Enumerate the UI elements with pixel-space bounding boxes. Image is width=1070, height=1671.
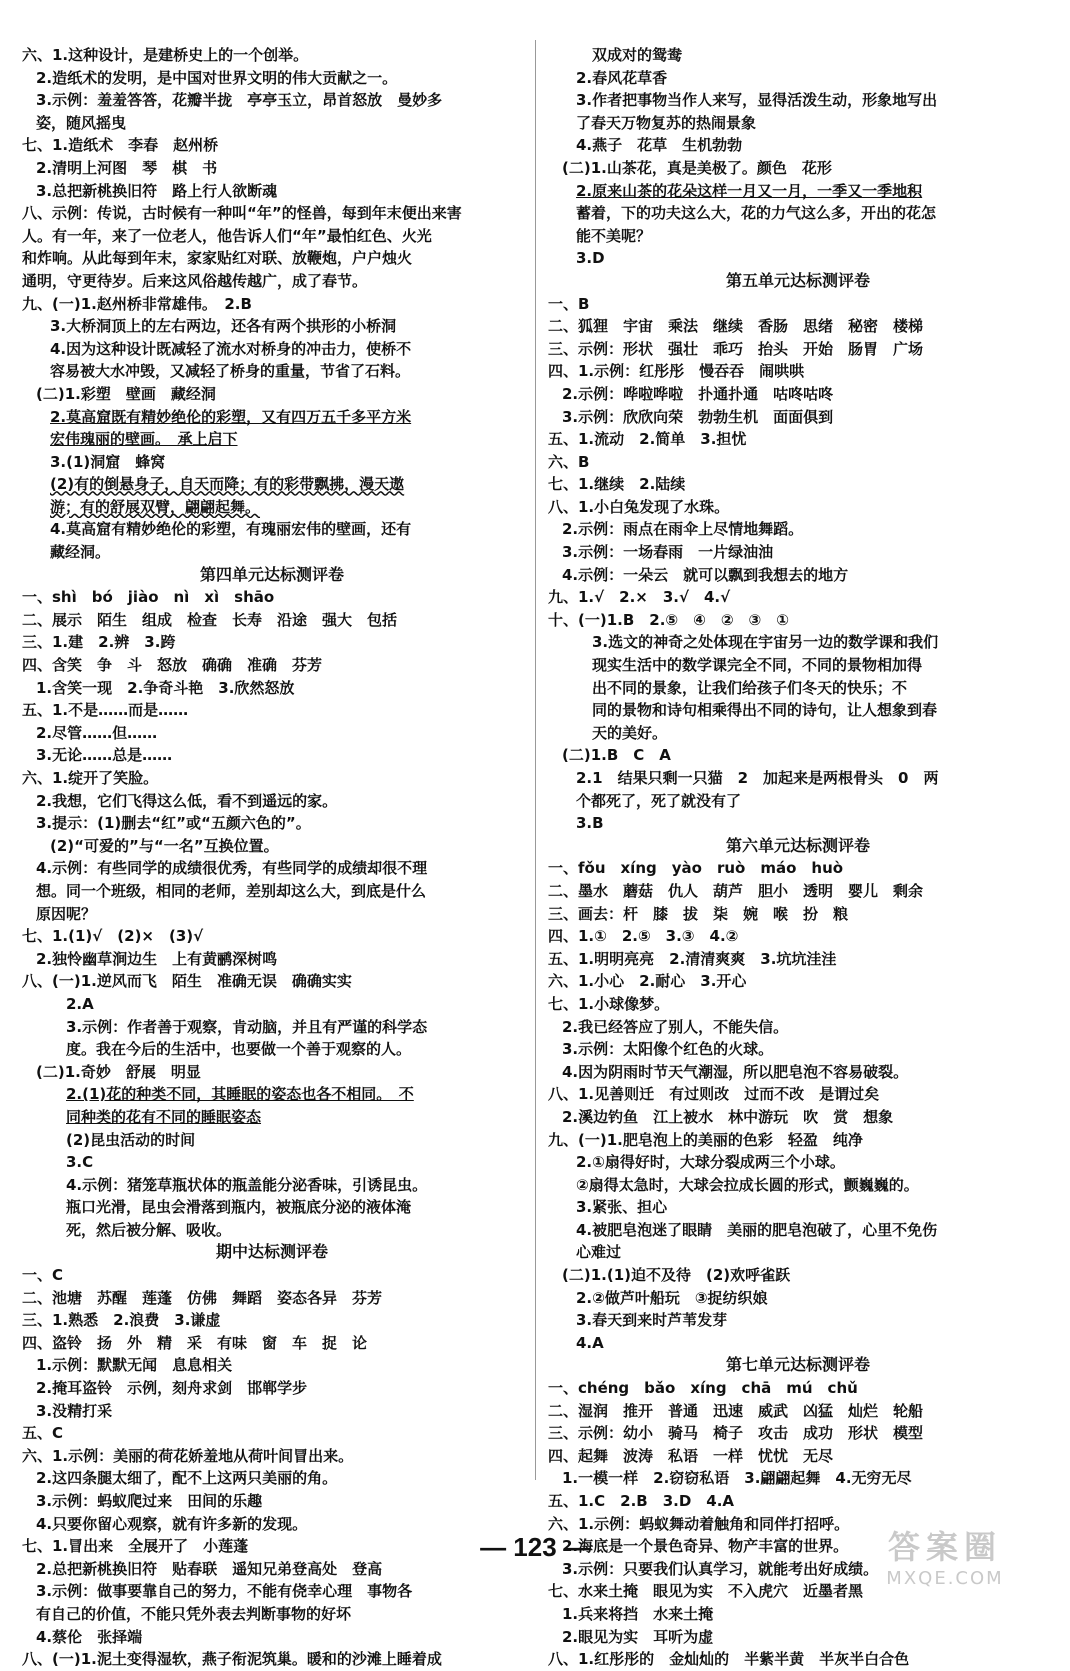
answer-line: 游；有的舒展双臂，翩翩起舞。 bbox=[50, 497, 261, 516]
answer-line: 三、1.熟悉 2.浪费 3.谦虚 bbox=[22, 1311, 221, 1330]
answer-line: 四、盗铃 扬 外 精 采 有味 窗 车 捉 论 bbox=[22, 1333, 368, 1352]
answer-line: 1.一模一样 2.窃窃私语 3.翩翩起舞 4.无穷无尽 bbox=[562, 1469, 912, 1488]
answer-line: (二)1.B C A bbox=[562, 746, 671, 765]
answer-line: 七、1.(1)√ (2)× (3)√ bbox=[22, 927, 204, 946]
answer-line: 1.含笑一现 2.争奇斗艳 3.欣然怒放 bbox=[36, 678, 295, 697]
answer-line: (二)1.(1)迫不及待 (2)欢呼雀跃 bbox=[562, 1266, 791, 1285]
answer-line: 二、池塘 苏醒 莲蓬 仿佛 舞蹈 姿态各异 芬芳 bbox=[22, 1288, 383, 1307]
answer-line: 3.总把新桃换旧符 路上行人欲断魂 bbox=[36, 181, 278, 200]
answer-line: (二)1.山茶花，真是美极了。颜色 花形 bbox=[562, 158, 832, 177]
answer-line: 六、1.示例：美丽的荷花娇羞地从荷叶间冒出来。 bbox=[22, 1446, 354, 1465]
answer-line: 3.大桥洞顶上的左右两边，还各有两个拱形的小桥洞 bbox=[50, 317, 397, 336]
answer-line: 3.示例：作者善于观察，肯动脑，并且有严谨的科学态 bbox=[66, 1017, 428, 1036]
answer-line: 3.(1)洞窟 蜂窝 bbox=[50, 452, 166, 471]
answer-line: 3.春天到来时芦苇发芽 bbox=[576, 1311, 728, 1330]
answer-line: 六、1.示例：蚂蚁舞动着触角和同伴打招呼。 bbox=[548, 1514, 850, 1533]
answer-line: 2.造纸术的发明，是中国对世界文明的伟大贡献之一。 bbox=[36, 68, 398, 87]
answer-line: 藏经洞。 bbox=[50, 543, 111, 562]
answer-line: 九、(一)1.赵州桥非常雄伟。 2.B bbox=[22, 294, 252, 313]
answer-line: 3.示例：欣欣向荣 勃勃生机 面面俱到 bbox=[562, 407, 834, 426]
answer-line: 2.示例：哗啦哗啦 扑通扑通 咕咚咕咚 bbox=[562, 384, 834, 403]
answer-line: 3.C bbox=[66, 1153, 94, 1172]
answer-line: 3.示例：太阳像个红色的火球。 bbox=[562, 1040, 774, 1059]
answer-line: 3.示例：一场春雨 一片绿油油 bbox=[562, 543, 774, 562]
answer-line: 八、1.见善则迁 有过则改 过而不改 是谓过矣 bbox=[548, 1085, 880, 1104]
answer-line: 想。同一个班级，相同的老师，差别却这么大，到底是什么 bbox=[36, 881, 427, 900]
watermark-title: 答案圈 bbox=[887, 1528, 1002, 1566]
answer-line: 宏伟瑰丽的壁画。 承上启下 bbox=[50, 430, 238, 449]
section-title: 第四单元达标测评卷 bbox=[199, 564, 344, 584]
answer-line: 天的美好。 bbox=[592, 723, 668, 742]
answer-line: 九、1.√ 2.× 3.√ 4.√ bbox=[548, 588, 731, 607]
answer-line: 一、B bbox=[548, 294, 590, 313]
answer-line: 4.莫高窟有精妙绝伦的彩塑，有瑰丽宏伟的壁画，还有 bbox=[50, 520, 412, 539]
answer-line: 十、(一)1.B 2.⑤ ④ ② ③ ① bbox=[548, 610, 789, 629]
answer-line: 八、1.小白兔发现了水珠。 bbox=[548, 497, 730, 516]
answer-line: 3.选文的神奇之处体现在宇宙另一边的数学课和我们 bbox=[592, 633, 939, 652]
answer-line: 八、1.红彤彤的 金灿灿的 半紫半黄 半灰半白合色 bbox=[548, 1650, 910, 1669]
answer-line: 3.示例：羞羞答答，花瓣半拢 亭亭玉立，昂首怒放 曼妙多 bbox=[36, 91, 443, 110]
answer-line: 五、1.流动 2.简单 3.担忧 bbox=[548, 430, 747, 449]
answer-line: 出不同的景象，让我们给孩子们冬天的快乐；不 bbox=[592, 678, 908, 697]
answer-line: 2.溪边钓鱼 江上被水 林中游玩 吹 赏 想象 bbox=[562, 1107, 894, 1126]
answer-line: 二、湿润 推开 普通 迅速 威武 凶猛 灿烂 轮船 bbox=[548, 1401, 924, 1420]
answer-line: 3.示例：做事要靠自己的努力，不能有侥幸心理 事物各 bbox=[36, 1582, 413, 1601]
answer-line: 五、1.明明亮亮 2.清清爽爽 3.坑坑洼洼 bbox=[548, 949, 837, 968]
answer-line: 2.我想，它们飞得这么低，看不到遥远的家。 bbox=[36, 791, 338, 810]
answer-line: 4.A bbox=[576, 1333, 604, 1352]
answer-line: 六、1.小心 2.耐心 3.开心 bbox=[548, 972, 747, 991]
answer-line: 4.燕子 花草 生机勃勃 bbox=[576, 136, 743, 155]
answer-line: 度。我在今后的生活中，也要做一个善于观察的人。 bbox=[66, 1040, 412, 1059]
answer-line: 人。有一年，来了一位老人，他告诉人们“年”最怕红色、火光 bbox=[22, 226, 432, 245]
watermark-logo bbox=[850, 1522, 1040, 1592]
answer-line: 2.我已经答应了别人，不能失信。 bbox=[562, 1017, 789, 1036]
answer-line: 七、1.小球像梦。 bbox=[548, 994, 670, 1013]
answer-line: 4.因为这种设计既减轻了流水对桥身的冲击力，使桥不 bbox=[50, 339, 412, 358]
answer-line: 4.只要你留心观察，就有许多新的发现。 bbox=[36, 1514, 308, 1533]
section-title: 第七单元达标测评卷 bbox=[725, 1355, 870, 1375]
answer-line: 姿，随风摇曳 bbox=[36, 113, 127, 132]
answer-line: 2.春风花草香 bbox=[576, 68, 668, 87]
answer-line: 五、C bbox=[22, 1424, 64, 1443]
watermark-url: MXQE.COM bbox=[886, 1568, 1004, 1589]
section-title: 期中达标测评卷 bbox=[215, 1242, 328, 1262]
section-title: 第六单元达标测评卷 bbox=[725, 835, 870, 855]
answer-line: 同的景物和诗句相乘得出不同的诗句，让人想象到春 bbox=[592, 701, 938, 720]
answer-line: 一、chéng bǎo xíng chā mú chǔ bbox=[548, 1379, 858, 1398]
answer-line: 二、墨水 蘑菇 仇人 葫芦 胆小 透明 婴儿 剩余 bbox=[548, 881, 924, 900]
answer-line: 4.被肥皂泡迷了眼睛 美丽的肥皂泡破了，心里不免伤 bbox=[576, 1220, 938, 1239]
answer-line: 2.示例：雨点在雨伞上尽情地舞蹈。 bbox=[562, 520, 804, 539]
answer-line: 2.尽管……但…… bbox=[36, 723, 158, 742]
answer-line: 2.莫高窟既有精妙绝伦的彩塑，又有四万五千多平方米 bbox=[50, 407, 412, 426]
answer-line: (2)“可爱的”与“一名”互换位置。 bbox=[50, 836, 279, 855]
answer-line: 一、fǒu xíng yào ruò máo huò bbox=[548, 859, 844, 878]
answer-line: 四、含笑 争 斗 怒放 确确 准确 芬芳 bbox=[22, 656, 323, 675]
answer-line: 四、1.示例：红彤彤 慢吞吞 闹哄哄 bbox=[548, 362, 805, 381]
answer-line: 3.示例：只要我们认真学习，就能考出好成绩。 bbox=[562, 1559, 879, 1578]
answer-line: ②扇得太急时，大球会拉成长圆的形式，颤巍巍的。 bbox=[576, 1175, 919, 1194]
answer-line: 七、1.继续 2.陆续 bbox=[548, 475, 686, 494]
answer-line: 四、1.① 2.⑤ 3.③ 4.② bbox=[548, 927, 739, 946]
answer-line: (二)1.奇妙 舒展 明显 bbox=[36, 1062, 201, 1081]
answer-line: 蓄着，下的功夫这么大，花的力气这么多，开出的花怎 bbox=[576, 204, 937, 223]
answer-line: 4.示例：猪笼草瓶状体的瓶盖能分泌香味，引诱昆虫。 bbox=[66, 1175, 428, 1194]
answer-line: 3.D bbox=[576, 249, 605, 268]
answer-line: 2.眼见为实 耳听为虚 bbox=[562, 1627, 714, 1646]
answer-line: 七、1.造纸术 李春 赵州桥 bbox=[22, 136, 219, 155]
answer-line: 3.作者把事物当作人来写，显得活泼生动，形象地写出 bbox=[576, 91, 938, 110]
answer-line: 能不美呢？ bbox=[576, 226, 652, 245]
section-title: 第五单元达标测评卷 bbox=[725, 270, 870, 290]
answer-line: 2.1 结果只剩一只猫 2 加起来是两根骨头 0 两 bbox=[576, 769, 939, 787]
answer-line: 通明，守更待岁。后来这风俗越传越广，成了春节。 bbox=[22, 271, 368, 290]
answer-line: 二、狐狸 宇宙 乘法 继续 香肠 思绪 秘密 楼梯 bbox=[548, 317, 924, 336]
answer-line: 3.提示：(1)删去“红”或“五颜六色的”。 bbox=[36, 814, 311, 833]
answer-line: 1.兵来将挡 水来土掩 bbox=[562, 1604, 714, 1623]
answer-line: 同种类的花有不同的睡眠姿态 bbox=[66, 1107, 262, 1126]
answer-line: 三、1.建 2.辨 3.跨 bbox=[22, 633, 176, 652]
answer-line: 七、水来土掩 眼见为实 不入虎穴 近墨者黑 bbox=[548, 1582, 864, 1601]
answer-line: 和炸响。从此每到年末，家家贴红对联、放鞭炮，户户烛火 bbox=[22, 249, 413, 268]
answer-line: (2)有的倒悬身子，自天而降；有的彩带飘拂，漫天遨 bbox=[50, 475, 405, 494]
answer-line: (二)1.彩塑 壁画 藏经洞 bbox=[36, 384, 216, 403]
column-divider bbox=[535, 40, 536, 1480]
answer-line: 有自己的价值，不能只凭外表去判断事物的好坏 bbox=[36, 1604, 352, 1623]
answer-line: 2.A bbox=[66, 994, 94, 1013]
answer-line: 三、画去：杆 膝 拔 柒 婉 喉 扮 粮 bbox=[548, 904, 849, 923]
answer-line: 3.紧张、担心 bbox=[576, 1198, 668, 1217]
page-number: — 123 — bbox=[480, 1532, 590, 1562]
answer-line: 六、1.绽开了笑脸。 bbox=[22, 769, 159, 787]
answer-line: 2.海底是一个景色奇异、物产丰富的世界。 bbox=[562, 1537, 849, 1556]
answer-line: 一、C bbox=[22, 1266, 64, 1285]
answer-line: 瓶口光滑，昆虫会滑落到瓶内，被瓶底分泌的液体淹 bbox=[66, 1198, 412, 1217]
answer-line: 六、1.这种设计，是建桥史上的一个创举。 bbox=[22, 46, 309, 64]
answer-line: 4.因为阴雨时节天气潮湿，所以肥皂泡不容易破裂。 bbox=[562, 1062, 909, 1081]
answer-line: 3.B bbox=[576, 814, 604, 833]
answer-line: 2.①扇得好时，大球分裂成两三个小球。 bbox=[576, 1153, 845, 1172]
answer-line: 2.(1)花的种类不同，其睡眠的姿态也各不相同。 不 bbox=[66, 1085, 414, 1104]
answer-line: 2.原来山茶的花朵这样一月又一月，一季又一季地积 bbox=[576, 181, 923, 200]
answer-line: 2.②做芦叶船玩 ③捉纺织娘 bbox=[576, 1288, 768, 1307]
answer-line: 2.掩耳盗铃 示例，刻舟求剑 邯郸学步 bbox=[36, 1379, 308, 1398]
answer-line: 八、(一)1.逆风而飞 陌生 准确无误 确确实实 bbox=[22, 972, 352, 991]
answer-line: 九、(一)1.肥皂泡上的美丽的色彩 轻盈 纯净 bbox=[548, 1130, 863, 1149]
answer-line: 三、示例：幼小 骑马 椅子 攻击 成功 形状 模型 bbox=[548, 1424, 924, 1443]
answer-line: 4.蔡伦 张择端 bbox=[36, 1627, 143, 1646]
answer-line: 2.这四条腿太细了，配不上这两只美丽的角。 bbox=[36, 1469, 338, 1488]
answer-line: 3.没精打采 bbox=[36, 1401, 113, 1420]
answer-line: 3.无论……总是…… bbox=[36, 746, 173, 765]
answer-line: 4.示例：一朵云 就可以飘到我想去的地方 bbox=[562, 565, 849, 584]
answer-line: 容易被大水冲毁，又减轻了桥身的重量，节省了石料。 bbox=[50, 362, 411, 381]
answer-line: 4.示例：有些同学的成绩很优秀，有些同学的成绩却很不理 bbox=[36, 859, 428, 878]
right-column bbox=[548, 44, 1048, 1671]
answer-line: 四、起舞 波涛 私语 一样 忧忧 无尽 bbox=[548, 1446, 834, 1465]
answer-line: 二、展示 陌生 组成 检查 长寿 沿途 强大 包括 bbox=[22, 610, 398, 629]
answer-line: (2)昆虫活动的时间 bbox=[66, 1130, 196, 1149]
answer-line: 一、shì bó jiào nì xì shāo bbox=[22, 588, 275, 607]
answer-line: 六、B bbox=[548, 452, 590, 471]
answer-line: 死，然后被分解、吸收。 bbox=[66, 1220, 232, 1239]
answer-line: 2.独怜幽草涧边生 上有黄鹂深树鸣 bbox=[36, 949, 278, 968]
answer-line: 1.示例：默默无闻 息息相关 bbox=[36, 1356, 233, 1375]
answer-line: 五、1.不是……而是…… bbox=[22, 701, 189, 720]
answer-line: 八、(一)1.泥土变得湿软，燕子衔泥筑巢。暖和的沙滩上睡着成 bbox=[22, 1650, 442, 1669]
answer-line: 五、1.C 2.B 3.D 4.A bbox=[548, 1492, 735, 1510]
left-column bbox=[22, 44, 522, 1671]
answer-line: 八、示例：传说，古时候有一种叫“年”的怪兽，每到年末便出来害 bbox=[22, 204, 462, 223]
answer-line: 原因呢？ bbox=[36, 904, 97, 923]
answer-line: 三、示例：形状 强壮 乖巧 抬头 开始 肠胃 广场 bbox=[548, 339, 924, 358]
answer-line: 3.示例：蚂蚁爬过来 田间的乐趣 bbox=[36, 1492, 263, 1510]
answer-line: 了春天万物复苏的热闹景象 bbox=[576, 113, 757, 132]
answer-line: 现实生活中的数学课完全不同，不同的景物相加得 bbox=[592, 656, 923, 675]
answer-line: 心难过 bbox=[576, 1243, 622, 1262]
answer-line: 2.总把新桃换旧符 贴春联 遥知兄弟登高处 登高 bbox=[36, 1559, 383, 1578]
answer-line: 七、1.冒出来 全展开了 小莲蓬 bbox=[22, 1537, 249, 1556]
answer-line: 个都死了，死了就没有了 bbox=[576, 791, 742, 810]
answer-line: 2.清明上河图 琴 棋 书 bbox=[36, 158, 218, 177]
answer-line: 双成对的鸳鸯 bbox=[592, 46, 683, 64]
